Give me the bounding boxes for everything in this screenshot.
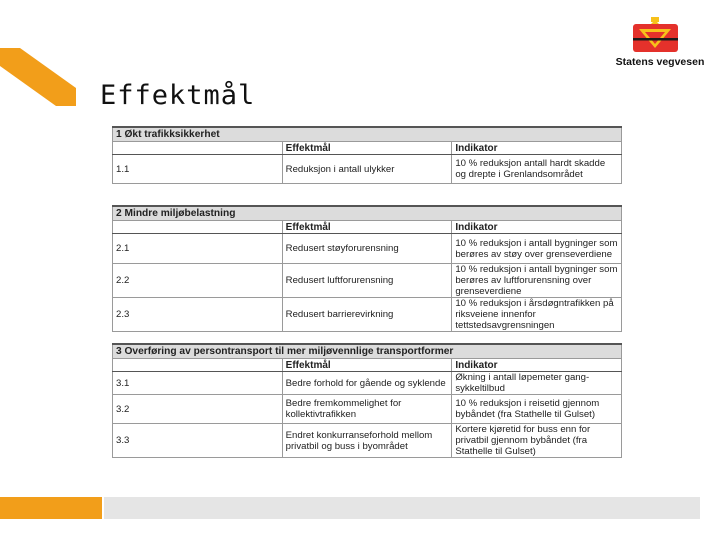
row-number: 3.3	[113, 424, 283, 458]
logo-text: Statens vegvesen	[615, 56, 705, 68]
table-row	[113, 424, 622, 458]
indikator-cell: Økning i antall løpemeter gang- sykkeltilbud	[452, 372, 622, 395]
num-header	[113, 142, 283, 155]
row-number: 1.1	[113, 155, 283, 184]
row-number: 2.3	[113, 298, 283, 332]
table-row	[113, 155, 622, 184]
effektmal-cell: Bedre forhold for gående og syklende	[282, 372, 452, 395]
footer-accent-grey	[104, 497, 700, 519]
table-heading: 1 Økt trafikksikkerhet	[113, 127, 622, 142]
indikator-header: Indikator	[452, 359, 622, 372]
indikator-header: Indikator	[452, 221, 622, 234]
effektmal-header: Effektmål	[282, 221, 452, 234]
effect-table-1	[112, 126, 622, 184]
effektmal-header: Effektmål	[282, 142, 452, 155]
footer-bar	[0, 497, 700, 519]
effektmal-cell: Redusert barrierevirkning	[282, 298, 452, 332]
page-title: Effektmål	[100, 80, 256, 111]
row-number: 3.2	[113, 395, 283, 424]
effektmal-cell: Endret konkurranseforhold mellom privatbil og buss i byområdet	[282, 424, 452, 458]
effektmal-cell: Redusert støyforurensning	[282, 234, 452, 264]
statens-vegvesen-logo	[605, 16, 715, 72]
logo-emblem-icon	[605, 16, 715, 56]
effektmal-cell: Bedre fremkommelighet for kollektivtrafikken	[282, 395, 452, 424]
table-row	[113, 372, 622, 395]
indikator-cell: Kortere kjøretid for buss enn for privatbil gjennom bybåndet (fra Stathelle til Gulset)	[452, 424, 622, 458]
table-row	[113, 395, 622, 424]
indikator-cell: 10 % reduksjon i antall bygninger som berøres av støy over grenseverdiene	[452, 234, 622, 264]
effektmal-cell: Reduksjon i antall ulykker	[282, 155, 452, 184]
effect-table-3	[112, 343, 622, 458]
indikator-header: Indikator	[452, 142, 622, 155]
row-number: 3.1	[113, 372, 283, 395]
table-row	[113, 234, 622, 264]
table-heading: 2 Mindre miljøbelastning	[113, 206, 622, 221]
footer-accent-orange	[0, 497, 102, 519]
table-heading: 3 Overføring av persontransport til mer miljøvennlige transportformer	[113, 344, 622, 359]
orange-slash-decoration	[0, 0, 80, 110]
num-header	[113, 221, 283, 234]
indikator-cell: 10 % reduksjon antall hardt skadde og drepte i Grenlandsområdet	[452, 155, 622, 184]
indikator-cell: 10 % reduksjon i årsdøgntrafikken på riksveiene innenfor tettstedsavgrensningen	[452, 298, 622, 332]
row-number: 2.1	[113, 234, 283, 264]
effect-table-2	[112, 205, 622, 332]
indikator-cell: 10 % reduksjon i reisetid gjennom bybåndet (fra Stathelle til Gulset)	[452, 395, 622, 424]
table-row	[113, 298, 622, 332]
table-row	[113, 264, 622, 298]
effektmal-cell: Redusert luftforurensning	[282, 264, 452, 298]
indikator-cell: 10 % reduksjon i antall bygninger som berøres av luftforurensning over grenseverdiene	[452, 264, 622, 298]
effektmal-header: Effektmål	[282, 359, 452, 372]
row-number: 2.2	[113, 264, 283, 298]
num-header	[113, 359, 283, 372]
